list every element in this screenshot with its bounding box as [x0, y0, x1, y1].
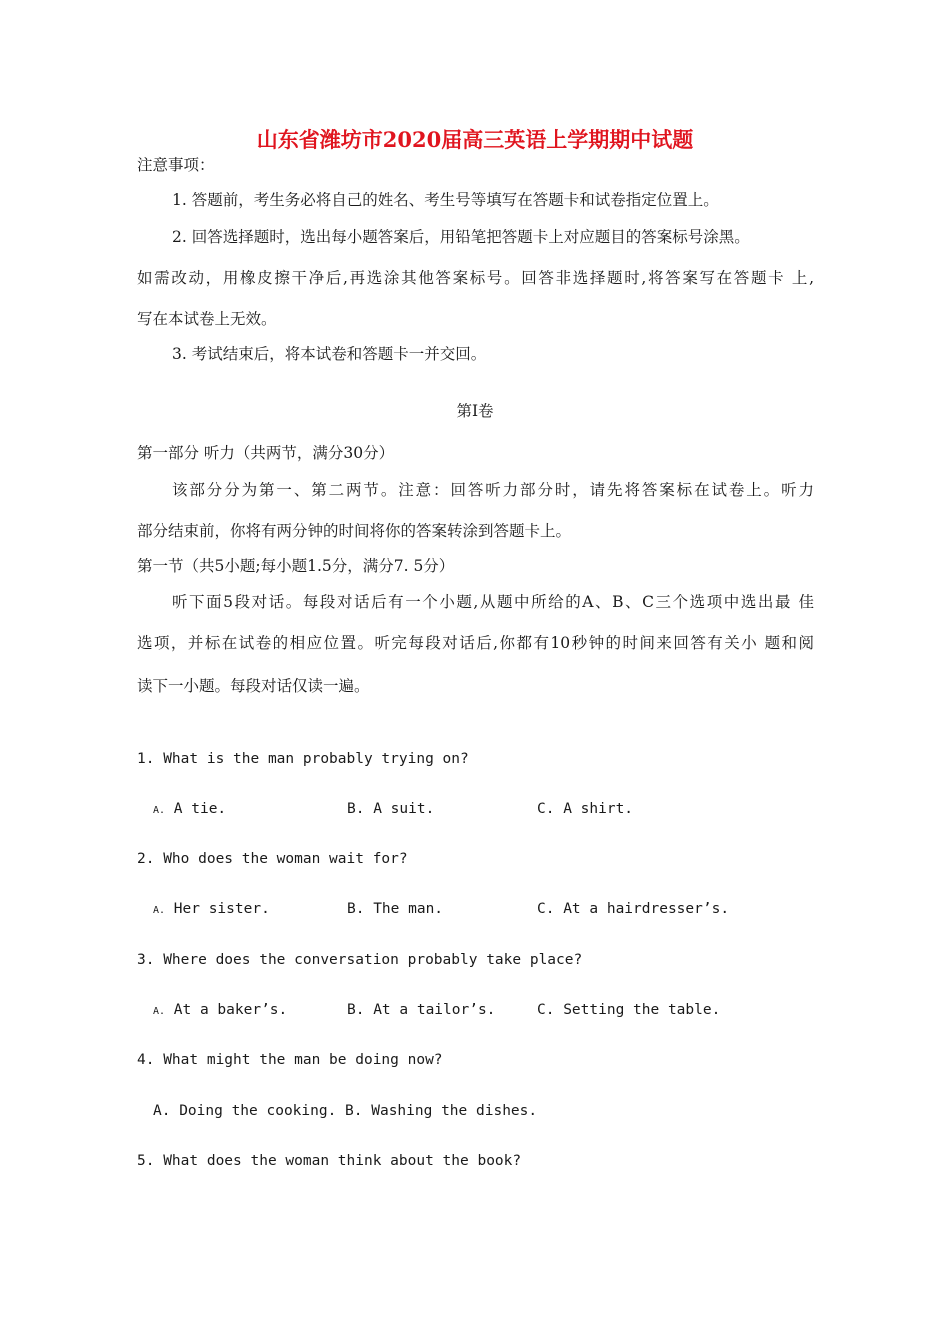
question-1: 1. What is the man probably trying on? [137, 751, 469, 767]
section1-instructions-line-3: 读下一小题。每段对话仅读一遍。 [137, 677, 370, 695]
question-1-option-a [153, 801, 226, 817]
notice-item-3: 3. 考试结束后，将本试卷和答题卡一并交回。 [172, 345, 487, 363]
notice-item-2-line-1: 2. 回答选择题时，选出每小题答案后，用铅笔把答题卡上对应题目的答案标号涂黑。 [172, 228, 750, 246]
question-5: 5. What does the woman think about the book? [137, 1153, 522, 1169]
part1-intro-line-1: 该部分分为第一、第二两节。注意：回答听力部分时，请先将答案标在试卷上。听力 [172, 481, 814, 499]
question-2-option-c: C. At a hairdresser’s. [537, 901, 730, 917]
section1-instructions-line-1: 听下面5段对话。每段对话后有一个小题,从题中所给的A、B、C三个选项中选出最 佳 [172, 593, 814, 611]
option-a-mark: A. [153, 1006, 166, 1017]
option-a-text: At a baker’s. [173, 1002, 288, 1018]
part1-intro-line-2: 部分结束前，你将有两分钟的时间将你的答案转涂到答题卡上。 [137, 522, 572, 540]
option-a-text: A tie. [173, 801, 227, 817]
notice-item-1: 1. 答题前，考生务必将自己的姓名、考生号等填写在答题卡和试卷指定位置上。 [172, 191, 719, 209]
option-a-text: Her sister. [173, 901, 270, 917]
document-title: 山东省潍坊市2020届高三英语上学期期中试题 [256, 127, 694, 152]
notice-item-2-line-2: 如需改动，用橡皮擦干净后,再选涂其他答案标号。回答非选择题时,将答案写在答题卡 上, [137, 269, 814, 287]
question-4: 4. What might the man be doing now? [137, 1052, 443, 1068]
section1-instructions-line-2: 选项，并标在试卷的相应位置。听完每段对话后,你都有10秒钟的时间来回答有关小 题和阅 [137, 634, 814, 652]
section1-heading: 第一节（共5小题;每小题1.5分，满分7. 5分） [137, 557, 455, 575]
option-a-mark: A. [153, 905, 166, 916]
question-3: 3. Where does the conversation probably take place? [137, 952, 583, 968]
question-2-option-a [153, 901, 270, 917]
question-4-options: A. Doing the cooking. B. Washing the dishes. [153, 1103, 538, 1119]
question-1-option-b: B. A suit. [347, 801, 435, 817]
question-2-option-b: B. The man. [347, 901, 444, 917]
notice-heading: 注意事项： [137, 156, 215, 174]
question-3-option-b: B. At a tailor’s. [347, 1002, 496, 1018]
question-3-option-a [153, 1002, 287, 1018]
question-3-option-c: C. Setting the table. [537, 1002, 721, 1018]
question-2: 2. Who does the woman wait for? [137, 851, 408, 867]
option-a-mark: A. [153, 805, 166, 816]
notice-item-2-line-3: 写在本试卷上无效。 [137, 310, 277, 328]
volume-heading: 第I卷 [456, 402, 494, 420]
question-1-option-c: C. A shirt. [537, 801, 634, 817]
part1-heading: 第一部分 听力（共两节，满分30分） [137, 444, 395, 462]
